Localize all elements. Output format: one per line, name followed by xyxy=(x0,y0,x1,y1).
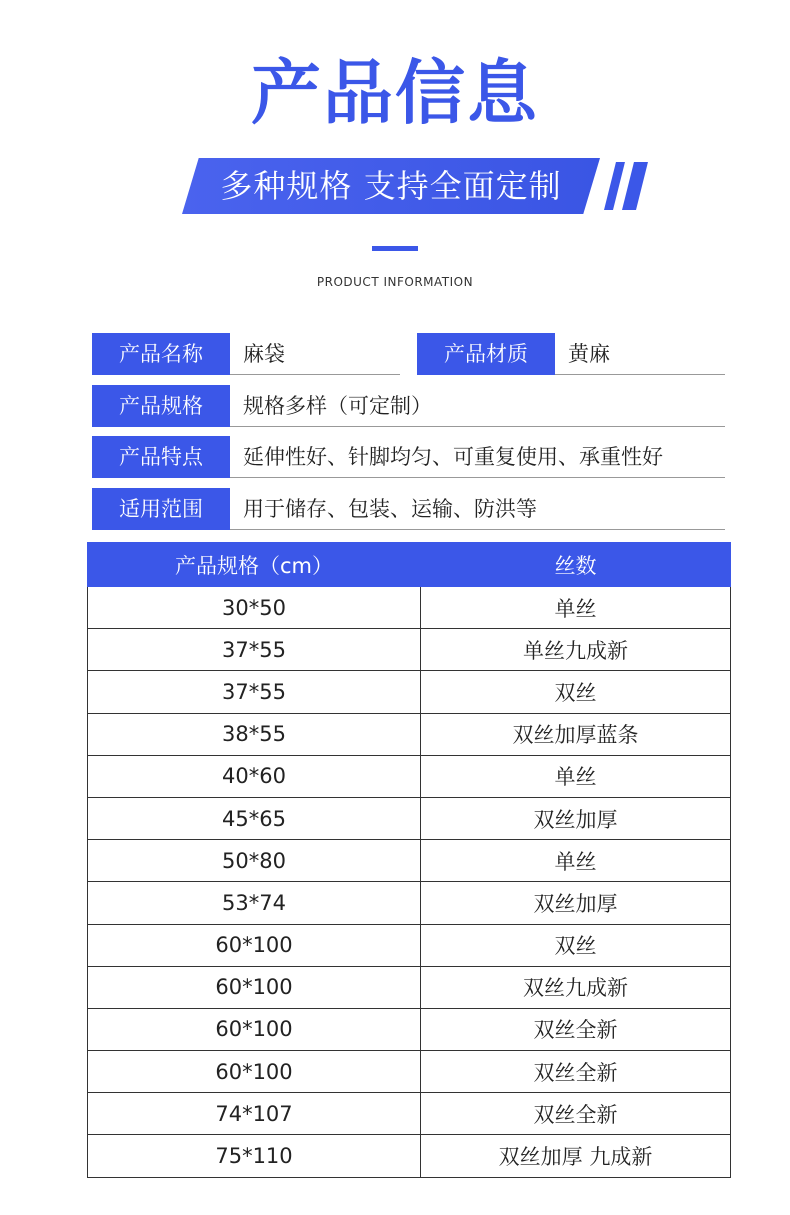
info-label: 产品材质 xyxy=(417,333,555,375)
info-label: 产品名称 xyxy=(92,333,230,375)
column-header: 产品规格（cm） xyxy=(88,543,421,587)
table-row xyxy=(88,755,731,797)
info-value: 用于储存、包装、运输、防洪等 xyxy=(230,488,725,530)
info-label: 适用范围 xyxy=(92,488,230,530)
banner xyxy=(182,158,652,214)
page-title: 产品信息 xyxy=(251,52,539,134)
table-cell: 74*107 xyxy=(88,1093,421,1135)
banner-stripe xyxy=(622,162,648,210)
info-value: 麻袋 xyxy=(230,333,400,375)
table-cell: 单丝九成新 xyxy=(421,629,731,671)
info-value: 延伸性好、针脚均匀、可重复使用、承重性好 xyxy=(230,436,725,478)
banner-text: 多种规格 支持全面定制 xyxy=(220,167,562,205)
info-label: 产品特点 xyxy=(92,436,230,478)
info-row-name xyxy=(92,333,400,375)
table-cell: 单丝 xyxy=(421,587,731,629)
info-value: 规格多样（可定制） xyxy=(230,385,725,427)
table-cell: 单丝 xyxy=(421,755,731,797)
table-cell: 双丝加厚 xyxy=(421,882,731,924)
table-cell: 50*80 xyxy=(88,840,421,882)
table-row xyxy=(88,713,731,755)
info-label: 产品规格 xyxy=(92,385,230,427)
table-row xyxy=(88,797,731,839)
info-row-material xyxy=(417,333,725,375)
table-row xyxy=(88,1008,731,1050)
table-cell: 双丝全新 xyxy=(421,1093,731,1135)
table-cell: 双丝全新 xyxy=(421,1051,731,1093)
table-cell: 双丝全新 xyxy=(421,1008,731,1050)
table-cell: 53*74 xyxy=(88,882,421,924)
table-cell: 双丝 xyxy=(421,924,731,966)
table-cell: 双丝加厚 xyxy=(421,797,731,839)
info-row-usage xyxy=(92,488,725,530)
accent-divider xyxy=(372,246,418,251)
table-cell: 60*100 xyxy=(88,1051,421,1093)
table-cell: 双丝加厚蓝条 xyxy=(421,713,731,755)
table-cell: 45*65 xyxy=(88,797,421,839)
table-cell: 38*55 xyxy=(88,713,421,755)
table-row xyxy=(88,1051,731,1093)
table-cell: 单丝 xyxy=(421,840,731,882)
table-cell: 37*55 xyxy=(88,629,421,671)
table-row xyxy=(88,924,731,966)
spec-table xyxy=(87,542,731,1178)
table-cell: 双丝九成新 xyxy=(421,966,731,1008)
table-row xyxy=(88,882,731,924)
table-row xyxy=(88,840,731,882)
table-cell: 75*110 xyxy=(88,1135,421,1177)
table-row xyxy=(88,966,731,1008)
column-header: 丝数 xyxy=(421,543,731,587)
table-cell: 60*100 xyxy=(88,966,421,1008)
banner-stripe xyxy=(604,162,625,210)
table-cell: 60*100 xyxy=(88,1008,421,1050)
info-value: 黄麻 xyxy=(555,333,725,375)
info-row-spec xyxy=(92,385,725,427)
section-subtitle: PRODUCT INFORMATION xyxy=(316,275,474,289)
table-cell: 30*50 xyxy=(88,587,421,629)
table-cell: 双丝 xyxy=(421,671,731,713)
table-row xyxy=(88,1093,731,1135)
table-row xyxy=(88,587,731,629)
table-row xyxy=(88,1135,731,1177)
table-row xyxy=(88,671,731,713)
table-cell: 双丝加厚 九成新 xyxy=(421,1135,731,1177)
info-row-features xyxy=(92,436,725,478)
table-cell: 37*55 xyxy=(88,671,421,713)
table-header-row xyxy=(88,543,731,587)
table-cell: 60*100 xyxy=(88,924,421,966)
table-row xyxy=(88,629,731,671)
table-cell: 40*60 xyxy=(88,755,421,797)
